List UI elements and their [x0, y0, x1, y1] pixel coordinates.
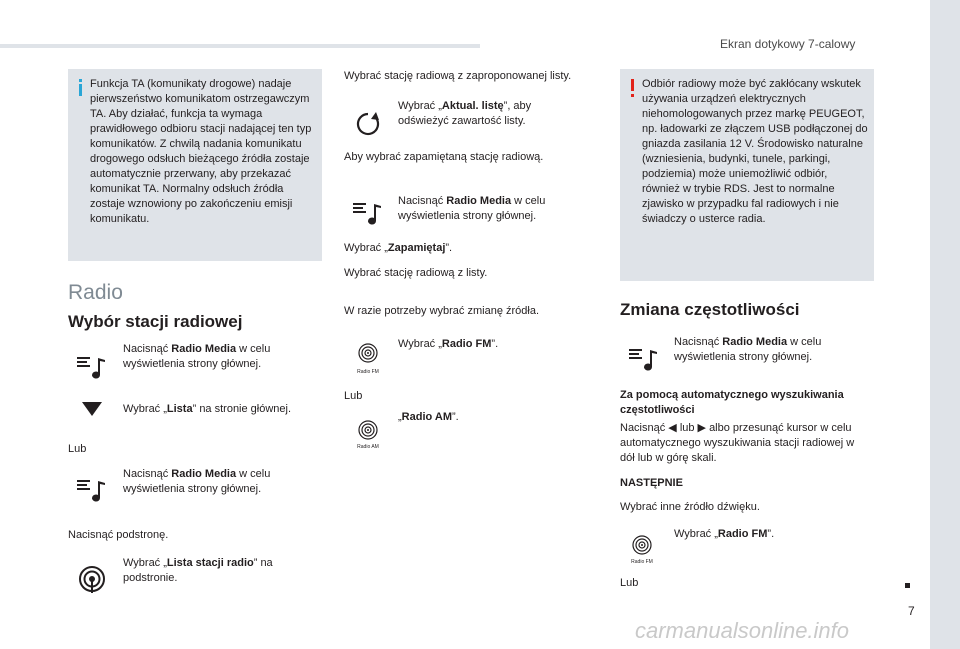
step-radio-fm: Wybrać „Radio FM”.: [398, 338, 499, 350]
next-label: NASTĘPNIE: [620, 477, 683, 489]
step-radio-media-2: Nacisnąć Radio Media w celu wyświetlenia strony głównej.: [123, 468, 271, 495]
radio-media-icon: [624, 345, 664, 377]
step-radio-media-4: Nacisnąć Radio Media w celu wyświetlenia strony głównej.: [674, 336, 822, 363]
radio-list-icon: [72, 563, 112, 595]
radio-media-icon: [72, 476, 112, 508]
heading-station-select: Wybór stacji radiowej: [68, 312, 243, 331]
radio-am-icon: [348, 420, 388, 456]
warning-text: Odbiór radiowy może być zakłócany wskutek używania urządzeń elektrycznych niehomologowanych przez markę PEUGEOT, np. ładowarki ze złączem USB podłączonej do gniazda zasilania 12 V. Środowisko naturalne (wzniesienia, budynki, tunele, parkingi, podziemia) może uniemożliwić odbiór, również w trybie RDS. Jest to normalne zjawisko w przypadku fal radiowych i nie świadczy o usterce radia.: [642, 78, 868, 225]
heading-frequency-change: Zmiana częstotliwości: [620, 300, 800, 319]
header-rule: [0, 44, 480, 48]
step-list: Wybrać „Lista” na stronie głównej.: [123, 403, 292, 415]
warning-box: [620, 69, 874, 281]
step-station-list: Wybrać „Lista stacji radio” na podstronie.: [123, 557, 273, 584]
preset-text: Aby wybrać zapamiętaną stację radiową.: [344, 151, 544, 163]
page-number: 7: [908, 604, 915, 618]
step-radio-am: „Radio AM”.: [398, 411, 459, 423]
or-label: Lub: [620, 577, 639, 589]
auto-search-heading: Za pomocą automatycznego wyszukiwania częstotliwości: [620, 389, 844, 416]
choose-source-text: Wybrać inne źródło dźwięku.: [620, 501, 760, 513]
or-label: Lub: [344, 390, 363, 402]
radio-fm-icon-label: Radio FM: [631, 559, 653, 565]
choose-station-text: Wybrać stację radiową z zaproponowanej listy.: [344, 70, 572, 82]
radio-am-icon-label: Radio AM: [357, 444, 379, 450]
triangle-down-icon: [72, 398, 112, 420]
page-edge-bar: [930, 0, 960, 649]
choose-from-list: Wybrać stację radiową z listy.: [344, 267, 488, 279]
info-text: Funkcja TA (komunikaty drogowe) nadaje pierwszeństwo komunikatom ostrzegawczym TA. Aby działać, funkcja ta wymaga prawidłowego odbioru stacji nadającej ten typ komunikatów. Z chwilą nadania komunikatu drogowego odsłuch bieżącego źródła zostaje automatycznie przerwany, aby przekazać komunikat TA. Normalny odsłuch źródła zostaje wznowiony po zakończeniu emisji komunikatu.: [90, 78, 312, 225]
page-dot: [905, 583, 910, 588]
radio-media-icon: [72, 353, 112, 385]
page-header-title: Ekran dotykowy 7-calowy: [720, 37, 856, 51]
or-label: Lub: [68, 443, 87, 455]
radio-fm-icon-label: Radio FM: [357, 369, 379, 375]
step-radio-media-1: Nacisnąć Radio Media w celu wyświetlenia strony głównej.: [123, 343, 271, 370]
radio-fm-icon: [348, 343, 388, 379]
heading-radio: Radio: [68, 281, 123, 304]
radio-media-icon: [348, 199, 388, 231]
refresh-icon: [348, 108, 388, 140]
warning-icon: [629, 79, 636, 97]
step-refresh-list: Wybrać „Aktual. listę”, aby odświeżyć zawartość listy.: [398, 100, 532, 127]
step-radio-media-3: Nacisnąć Radio Media w celu wyświetlenia strony głównej.: [398, 195, 546, 222]
info-box: [68, 69, 322, 261]
radio-fm-icon: [622, 535, 662, 571]
auto-search-text: Nacisnąć ◀ lub ▶ albo przesunąć kursor w celu automatycznego wyszukiwania stacji radiowej w dół lub w górę skali.: [620, 422, 855, 464]
change-source-text: W razie potrzeby wybrać zmianę źródła.: [344, 305, 540, 317]
watermark: carmanualsonline.info: [635, 618, 850, 643]
info-icon: [77, 79, 84, 96]
step-memorize: Wybrać „Zapamiętaj”.: [344, 242, 453, 254]
step-subpage: Nacisnąć podstronę.: [68, 529, 169, 541]
step-radio-fm-2: Wybrać „Radio FM”.: [674, 528, 775, 540]
